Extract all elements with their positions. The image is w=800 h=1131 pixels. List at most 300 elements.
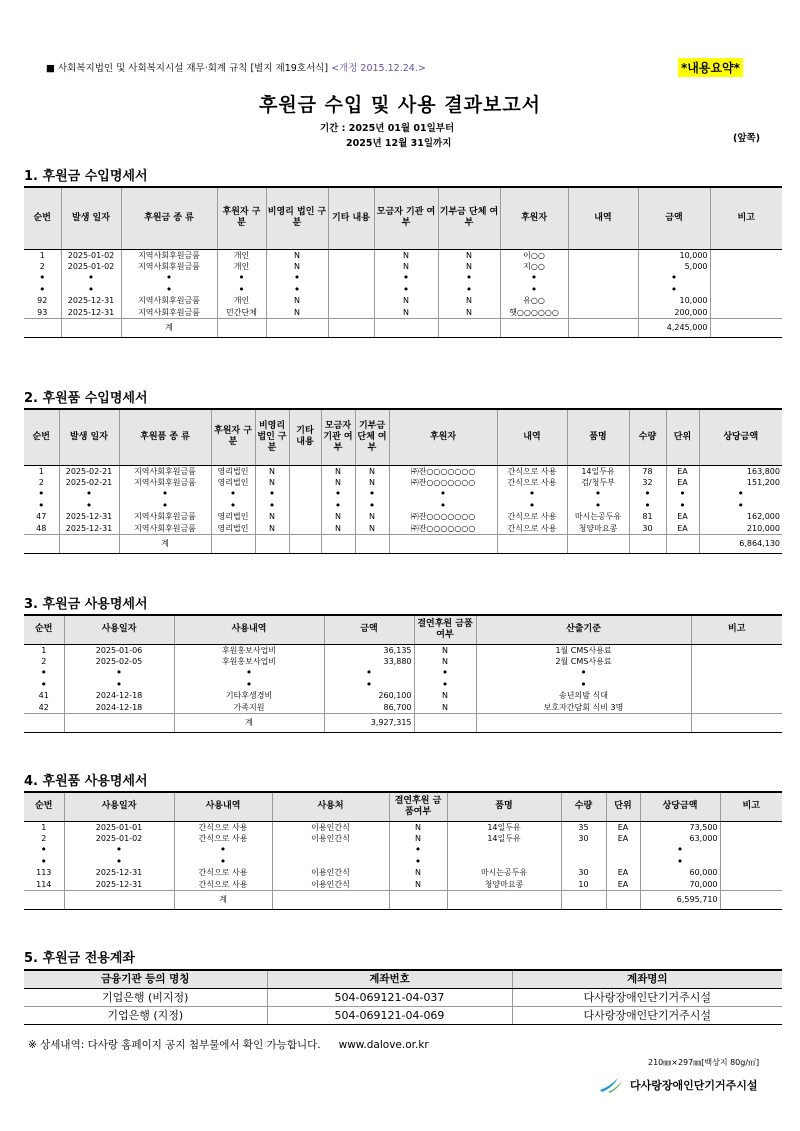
ellipsis-dot: • — [355, 488, 389, 500]
ellipsis-dot: • — [500, 284, 568, 296]
table-cell — [266, 318, 328, 337]
ellipsis-dot: • — [217, 284, 266, 296]
table-cell: 2024-12-18 — [64, 702, 174, 714]
table-cell — [568, 261, 638, 273]
table-cell — [567, 534, 629, 553]
ellipsis-dot: • — [389, 500, 497, 512]
table-cell — [691, 690, 782, 702]
table-cell: 2 — [24, 261, 61, 273]
ellipsis-dot: • — [266, 272, 328, 284]
table-cell: 2025-02-21 — [59, 465, 119, 477]
table-cell: 33,880 — [324, 656, 414, 668]
ellipsis-dot: • — [374, 272, 438, 284]
table-cell: 2025-12-31 — [61, 295, 121, 307]
table-cell: 이○○ — [500, 249, 568, 261]
table-cell — [720, 890, 782, 909]
table-cell: 48 — [24, 523, 59, 535]
table-cell: N — [355, 465, 389, 477]
table-cell: 10 — [561, 879, 606, 891]
table-cell — [64, 713, 174, 732]
table-cell — [272, 856, 389, 868]
ellipsis-dot: • — [174, 679, 324, 691]
ellipsis-dot: • — [324, 679, 414, 691]
column-header: 기타 내용 — [328, 187, 374, 249]
table-cell — [568, 284, 638, 296]
table-cell: 2025-02-05 — [64, 656, 174, 668]
ellipsis-dot: • — [638, 284, 710, 296]
table-cell: N — [438, 261, 500, 273]
table-cell — [272, 890, 389, 909]
table-cell: 30 — [561, 833, 606, 845]
table-cell: 32 — [629, 477, 666, 489]
table-cell — [289, 488, 321, 500]
column-header: 수량 — [561, 792, 606, 821]
table-cell: N — [255, 511, 289, 523]
goods-use-table — [24, 791, 782, 910]
table-cell: 70,000 — [640, 879, 720, 891]
total-amount: 4,245,000 — [638, 318, 710, 337]
total-label: 계 — [174, 890, 272, 909]
table-cell — [289, 523, 321, 535]
table-cell: 간식으로 사용 — [497, 523, 567, 535]
total-row — [24, 318, 782, 337]
table-cell: 1 — [24, 249, 61, 261]
column-header: 결연후원 금품 여부 — [414, 615, 476, 644]
ellipsis-dot: • — [438, 272, 500, 284]
form-header — [46, 60, 426, 74]
details-note — [28, 1037, 429, 1052]
table-cell — [328, 318, 374, 337]
ellipsis-dot: • — [567, 500, 629, 512]
table-cell: 60,000 — [640, 867, 720, 879]
ellipsis-row — [24, 844, 782, 856]
table-cell: 민간단체 — [217, 307, 266, 319]
table-cell: N — [374, 295, 438, 307]
ellipsis-dot: • — [121, 272, 217, 284]
table-cell: 다사랑장애인단기거주시설 — [512, 988, 782, 1006]
table-cell: 63,000 — [640, 833, 720, 845]
table-row — [24, 477, 782, 489]
table-cell: 영리법인 — [211, 465, 255, 477]
ellipsis-dot: • — [414, 679, 476, 691]
table-cell: N — [255, 523, 289, 535]
column-header: 기타 내용 — [289, 409, 321, 465]
table-cell: N — [266, 249, 328, 261]
table-header-row — [24, 970, 782, 988]
table-cell: 기타후생경비 — [174, 690, 324, 702]
column-header: 산출기준 — [476, 615, 691, 644]
column-header: 기부금 단체 여부 — [355, 409, 389, 465]
table-cell: 지역사회후원금품 — [121, 295, 217, 307]
table-cell: EA — [666, 523, 699, 535]
ellipsis-dot: • — [24, 488, 59, 500]
ellipsis-dot: • — [638, 272, 710, 284]
ellipsis-dot: • — [629, 488, 666, 500]
table-row — [24, 867, 782, 879]
table-cell: 260,100 — [324, 690, 414, 702]
table-cell — [321, 534, 355, 553]
table-header-row — [24, 792, 782, 821]
column-header: 사용처 — [272, 792, 389, 821]
table-cell: N — [438, 295, 500, 307]
table-cell: 지역사회후원금품 — [119, 465, 211, 477]
table-cell: 지역사회후원금품 — [119, 511, 211, 523]
ellipsis-dot: • — [255, 488, 289, 500]
column-header: 상당금액 — [699, 409, 782, 465]
column-header: 순번 — [24, 792, 64, 821]
table-cell: N — [389, 879, 447, 891]
table-cell — [438, 318, 500, 337]
table-cell: 간식으로 사용 — [497, 465, 567, 477]
ellipsis-dot: • — [24, 679, 64, 691]
table-cell — [691, 713, 782, 732]
table-cell: 151,200 — [699, 477, 782, 489]
table-cell — [691, 644, 782, 656]
ellipsis-row — [24, 284, 782, 296]
column-header: 후원자 구 분 — [217, 187, 266, 249]
table-cell — [289, 465, 321, 477]
note-text: ※ 상세내역: 다사랑 홈페이지 공지 첨부물에서 확인 가능합니다. — [28, 1039, 321, 1051]
table-cell: EA — [666, 477, 699, 489]
table-row — [24, 656, 782, 668]
period-end: 2025년 12월 31일까지 — [346, 138, 452, 149]
table-cell — [568, 307, 638, 319]
table-cell: 간식으로 사용 — [497, 477, 567, 489]
table-cell — [328, 295, 374, 307]
table-cell: EA — [606, 821, 640, 833]
table-cell: EA — [666, 511, 699, 523]
org-footer — [598, 1076, 758, 1094]
column-header: 비영리 법인 구분 — [266, 187, 328, 249]
table-cell — [447, 844, 561, 856]
table-cell: 92 — [24, 295, 61, 307]
table-cell: ㈜잔○○○○○○○ — [389, 511, 497, 523]
account-row — [24, 1006, 782, 1024]
table-cell: 1 — [24, 821, 64, 833]
table-cell: N — [438, 249, 500, 261]
table-cell: 41 — [24, 690, 64, 702]
table-cell — [447, 856, 561, 868]
ellipsis-dot: • — [211, 500, 255, 512]
table-cell — [289, 511, 321, 523]
table-cell: 2025-01-01 — [64, 821, 174, 833]
table-cell: 47 — [24, 511, 59, 523]
column-header: 비고 — [691, 615, 782, 644]
table-header-row — [24, 187, 782, 249]
table-cell: N — [414, 690, 476, 702]
section-title-goods-income: 2. 후원품 수입명세서 — [24, 391, 148, 406]
table-cell — [691, 656, 782, 668]
table-cell: 504-069121-04-069 — [267, 1006, 512, 1024]
column-header: 사용내역 — [174, 792, 272, 821]
table-cell: 2 — [24, 656, 64, 668]
table-cell — [606, 890, 640, 909]
table-cell: ㈜잔○○○○○○○ — [389, 465, 497, 477]
column-header: 후원품 종 류 — [119, 409, 211, 465]
table-cell: 가족지원 — [174, 702, 324, 714]
ellipsis-dot: • — [699, 500, 782, 512]
donation-use-table — [24, 614, 782, 733]
table-cell: N — [414, 644, 476, 656]
report-period — [320, 121, 454, 151]
table-cell: 영리법인 — [211, 477, 255, 489]
table-cell — [24, 534, 59, 553]
table-cell — [568, 272, 638, 284]
table-cell — [497, 534, 567, 553]
column-header: 상당금액 — [640, 792, 720, 821]
table-cell — [61, 318, 121, 337]
table-cell: 2025-01-02 — [64, 833, 174, 845]
ellipsis-row — [24, 679, 782, 691]
table-cell: 30 — [561, 867, 606, 879]
ellipsis-dot: • — [640, 856, 720, 868]
table-cell: 개인 — [217, 261, 266, 273]
column-header: 비고 — [710, 187, 782, 249]
table-cell: 2025-02-21 — [59, 477, 119, 489]
table-cell: 14일두유 — [447, 833, 561, 845]
table-cell — [710, 307, 782, 319]
column-header: 후원자 — [389, 409, 497, 465]
column-header: 내역 — [497, 409, 567, 465]
column-header: 후원금 종 류 — [121, 187, 217, 249]
homepage-link[interactable]: www.dalove.or.kr — [338, 1039, 429, 1051]
ellipsis-dot: • — [389, 856, 447, 868]
ellipsis-dot: • — [476, 679, 691, 691]
table-cell — [24, 318, 61, 337]
table-cell — [374, 318, 438, 337]
table-cell — [710, 272, 782, 284]
table-cell — [561, 890, 606, 909]
table-cell — [629, 534, 666, 553]
table-cell: 이용인간식 — [272, 879, 389, 891]
ellipsis-row — [24, 667, 782, 679]
ellipsis-dot: • — [640, 844, 720, 856]
column-header: 모금자 기관 여부 — [321, 409, 355, 465]
paper-size-note: 210㎜×297㎜[백상지 80g/㎡] — [648, 1058, 760, 1067]
ellipsis-dot: • — [666, 488, 699, 500]
table-cell — [24, 890, 64, 909]
table-cell — [568, 295, 638, 307]
table-cell: 후원홍보사업비 — [174, 656, 324, 668]
column-header: 사용내역 — [174, 615, 324, 644]
ellipsis-row — [24, 272, 782, 284]
ellipsis-dot: • — [389, 844, 447, 856]
table-cell — [561, 844, 606, 856]
column-header: 비고 — [720, 792, 782, 821]
column-header: 비영리 법인 구분 — [255, 409, 289, 465]
table-cell: N — [266, 261, 328, 273]
ellipsis-dot: • — [699, 488, 782, 500]
table-cell: 청양마요콩 — [447, 879, 561, 891]
table-cell: 14일두유 — [447, 821, 561, 833]
table-cell: 93 — [24, 307, 61, 319]
table-cell — [568, 249, 638, 261]
section-title-donation-use: 3. 후원금 사용명세서 — [24, 597, 148, 612]
column-header: 순번 — [24, 187, 61, 249]
ellipsis-dot: • — [24, 667, 64, 679]
column-header: 사용일자 — [64, 615, 174, 644]
table-cell: N — [414, 656, 476, 668]
ellipsis-dot: • — [121, 284, 217, 296]
total-row — [24, 534, 782, 553]
table-row — [24, 833, 782, 845]
table-cell — [255, 534, 289, 553]
table-cell — [500, 318, 568, 337]
table-cell — [414, 713, 476, 732]
column-header: 순번 — [24, 409, 59, 465]
table-cell: N — [414, 702, 476, 714]
table-cell — [211, 534, 255, 553]
table-cell: 2025-12-31 — [59, 523, 119, 535]
ellipsis-dot: • — [24, 856, 64, 868]
table-cell: 2025-12-31 — [59, 511, 119, 523]
table-cell — [289, 534, 321, 553]
table-cell: 2 — [24, 477, 59, 489]
total-amount: 6,595,710 — [640, 890, 720, 909]
table-cell: 5,000 — [638, 261, 710, 273]
table-cell: 200,000 — [638, 307, 710, 319]
table-cell: 간식으로 사용 — [174, 821, 272, 833]
table-cell: EA — [606, 833, 640, 845]
table-cell: N — [374, 249, 438, 261]
table-cell: 송년의밤 식대 — [476, 690, 691, 702]
table-cell: N — [374, 307, 438, 319]
table-cell: N — [355, 477, 389, 489]
table-cell: 81 — [629, 511, 666, 523]
table-cell: 78 — [629, 465, 666, 477]
table-cell: 2025-01-06 — [64, 644, 174, 656]
table-cell: N — [321, 465, 355, 477]
table-cell: 114 — [24, 879, 64, 891]
ellipsis-dot: • — [211, 488, 255, 500]
column-header: 금액 — [638, 187, 710, 249]
table-cell: 2025-12-31 — [61, 307, 121, 319]
table-row — [24, 523, 782, 535]
table-cell: 마시는공두유 — [567, 511, 629, 523]
table-cell: 2025-12-31 — [64, 867, 174, 879]
table-row — [24, 295, 782, 307]
ellipsis-dot: • — [374, 284, 438, 296]
table-cell: 후원홍보사업비 — [174, 644, 324, 656]
table-cell — [476, 713, 691, 732]
table-cell: 지역사회후원금품 — [121, 307, 217, 319]
table-cell: 2 — [24, 833, 64, 845]
table-cell: 영리법인 — [211, 511, 255, 523]
ellipsis-dot: • — [119, 488, 211, 500]
table-cell — [710, 284, 782, 296]
ellipsis-dot: • — [497, 500, 567, 512]
table-cell — [710, 261, 782, 273]
table-cell — [691, 702, 782, 714]
table-row — [24, 821, 782, 833]
ellipsis-row — [24, 500, 782, 512]
table-cell: N — [374, 261, 438, 273]
table-cell: 1 — [24, 644, 64, 656]
table-cell: EA — [666, 465, 699, 477]
table-cell: N — [321, 477, 355, 489]
table-cell: 보호자간담회 식비 3명 — [476, 702, 691, 714]
table-cell: 다사랑장애인단기거주시설 — [512, 1006, 782, 1024]
table-row — [24, 307, 782, 319]
table-header-row — [24, 615, 782, 644]
table-cell: N — [321, 523, 355, 535]
table-cell — [328, 284, 374, 296]
ellipsis-dot: • — [64, 844, 174, 856]
table-cell: N — [389, 833, 447, 845]
ellipsis-dot: • — [666, 500, 699, 512]
table-cell: N — [255, 465, 289, 477]
ellipsis-dot: • — [24, 284, 61, 296]
table-cell — [24, 713, 64, 732]
table-cell: 지역사회후원금품 — [121, 261, 217, 273]
table-cell: N — [389, 867, 447, 879]
column-header: 후원자 구 분 — [211, 409, 255, 465]
table-cell: N — [266, 307, 328, 319]
table-cell: 35 — [561, 821, 606, 833]
table-cell — [710, 249, 782, 261]
table-cell: 간식으로 사용 — [174, 833, 272, 845]
org-name: 다사랑장애인단기거주시설 — [630, 1079, 758, 1092]
table-cell: 간식으로 사용 — [174, 879, 272, 891]
table-cell: 지역사회후원금품 — [119, 477, 211, 489]
table-cell: 504-069121-04-037 — [267, 988, 512, 1006]
table-cell — [710, 295, 782, 307]
ellipsis-dot: • — [64, 679, 174, 691]
table-cell: 개인 — [217, 249, 266, 261]
table-cell: 2025-12-31 — [64, 879, 174, 891]
table-cell: N — [266, 295, 328, 307]
table-cell — [691, 679, 782, 691]
column-header: 금액 — [324, 615, 414, 644]
table-cell — [720, 844, 782, 856]
table-cell: 10,000 — [638, 295, 710, 307]
total-row — [24, 713, 782, 732]
ellipsis-dot: • — [174, 844, 272, 856]
ellipsis-row — [24, 488, 782, 500]
regulation-text: ■ 사회복지법인 및 사회복지시설 재무·회계 규칙 [별지 제19호서식] — [46, 63, 329, 74]
table-cell: 개인 — [217, 295, 266, 307]
table-row — [24, 465, 782, 477]
table-cell — [666, 534, 699, 553]
table-cell: 2025-01-02 — [61, 249, 121, 261]
table-cell: 1월 CMS사용료 — [476, 644, 691, 656]
table-cell: 유○○ — [500, 295, 568, 307]
ellipsis-dot: • — [61, 272, 121, 284]
table-cell: 햇○○○○○○ — [500, 307, 568, 319]
total-label: 계 — [174, 713, 324, 732]
table-cell: 기업은행 (비지정) — [24, 988, 267, 1006]
table-row — [24, 690, 782, 702]
table-cell — [606, 844, 640, 856]
total-amount: 6,864,130 — [699, 534, 782, 553]
table-cell — [272, 844, 389, 856]
ellipsis-dot: • — [64, 667, 174, 679]
table-cell: ㈜잔○○○○○○○ — [389, 523, 497, 535]
ellipsis-dot: • — [389, 488, 497, 500]
table-cell: 이용인간식 — [272, 833, 389, 845]
table-cell: 1 — [24, 465, 59, 477]
table-cell: 2월 CMS사용료 — [476, 656, 691, 668]
table-cell: 10,000 — [638, 249, 710, 261]
ellipsis-dot: • — [217, 272, 266, 284]
table-cell: EA — [606, 867, 640, 879]
ellipsis-dot: • — [61, 284, 121, 296]
ellipsis-dot: • — [24, 272, 61, 284]
column-header: 품명 — [567, 409, 629, 465]
ellipsis-dot: • — [629, 500, 666, 512]
table-row — [24, 702, 782, 714]
table-cell: 간식으로 사용 — [497, 511, 567, 523]
